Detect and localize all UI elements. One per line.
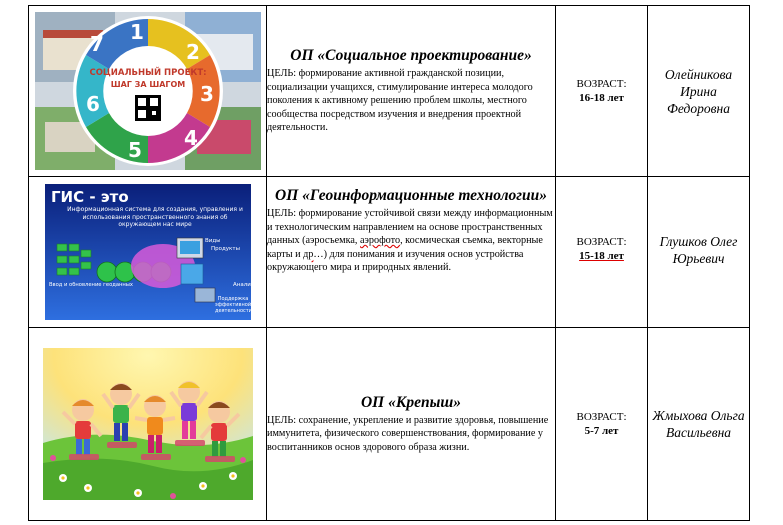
gis-label-input: Ввод и обновление геоданных bbox=[48, 282, 133, 288]
teacher-name: Олейникова Ирина Федоровна bbox=[648, 6, 750, 177]
program-goal bbox=[267, 207, 555, 275]
kids-exercise-illustration bbox=[43, 348, 253, 500]
age-cell bbox=[556, 6, 648, 177]
age-label: ВОЗРАСТ: bbox=[576, 236, 627, 248]
goal-text: …) для понимания и изучения основ устройства окружающего мира и природных явлений. bbox=[267, 248, 524, 274]
gis-label-products: Продукты bbox=[210, 246, 240, 252]
analysis-icon bbox=[195, 288, 215, 302]
step-digit: 3 bbox=[199, 82, 214, 106]
krepysh-image-cell bbox=[29, 328, 267, 521]
programs-table bbox=[28, 5, 750, 521]
age-value: 15-18 лет bbox=[579, 250, 624, 262]
program-description bbox=[267, 328, 556, 521]
gis-description: Информационная система для создания, управления и использования пространственного знания об окружающем нас мире bbox=[66, 206, 243, 228]
program-title: ОП «Геоинформационные технологии» bbox=[275, 187, 547, 204]
gis-heading: ГИС - это bbox=[50, 188, 129, 206]
teacher-name: Глушков Олег Юрьевич bbox=[648, 177, 750, 328]
age-cell bbox=[556, 177, 648, 328]
goal-text: сохранение, укрепление и развитие здоровья, повышение иммунитета, физического совершенствования, формирование у воспитанников основ здорового образа жизни. bbox=[267, 414, 549, 453]
goal-text: , космическая съемка, векторные карты и bbox=[267, 235, 543, 260]
gis-infographic bbox=[45, 184, 254, 320]
program-description bbox=[267, 177, 556, 328]
step-digit: 5 bbox=[127, 138, 142, 162]
goal-label: ЦЕЛЬ: bbox=[267, 68, 297, 80]
program-title: ОП «Социальное проектирование» bbox=[290, 47, 532, 65]
program-title: ОП «Крепыш» bbox=[360, 393, 462, 411]
goal-text-misspelled: аэрофото bbox=[360, 235, 401, 247]
table-row bbox=[29, 177, 750, 328]
gis-label-support: Поддержка эффективной деятельности bbox=[214, 296, 252, 314]
gis-label-analysis: Анализ bbox=[232, 282, 254, 288]
goal-text: формирование устойчивой связи между информационным и технологическим направлением на основе пространственных данных (аэросъемка, bbox=[267, 208, 553, 247]
table-row bbox=[29, 328, 750, 521]
gis-image-cell bbox=[29, 177, 267, 328]
step-digit: 7 bbox=[89, 32, 104, 56]
step-digit: 2 bbox=[185, 40, 200, 64]
goal-label: ЦЕЛЬ: bbox=[267, 414, 297, 426]
age-value: 5-7 лет bbox=[584, 425, 619, 437]
social-project-image-cell bbox=[29, 6, 267, 177]
program-goal bbox=[267, 67, 555, 135]
step-digit: 1 bbox=[129, 20, 144, 44]
products-stack-icon bbox=[181, 264, 203, 284]
goal-label: ЦЕЛЬ: bbox=[267, 208, 297, 219]
gis-label-views: Виды bbox=[204, 238, 220, 244]
program-goal bbox=[267, 414, 555, 455]
step-digit: 4 bbox=[183, 126, 198, 150]
goal-text-misspelled: др bbox=[303, 248, 314, 260]
social-project-infographic bbox=[35, 12, 261, 170]
program-description bbox=[267, 6, 556, 177]
infographic-title: СОЦИАЛЬНЫЙ ПРОЕКТ: bbox=[88, 68, 207, 78]
step-digit: 6 bbox=[85, 92, 100, 116]
table-row bbox=[29, 6, 750, 177]
goal-text: формирование активной гражданской позиции, социализации учащихся, стимулирование интереса молодого поколения к активному решению проблем школы, местного сообщества посредством изучения и внедрения проектной деятельности. bbox=[267, 68, 533, 134]
age-value: 16-18 лет bbox=[579, 92, 624, 104]
teacher-name: Жмыхова Ольга Васильевна bbox=[648, 328, 750, 521]
age-label: ВОЗРАСТ: bbox=[576, 78, 627, 90]
infographic-subtitle: ШАГ ЗА ШАГОМ bbox=[110, 80, 185, 89]
age-label: ВОЗРАСТ: bbox=[576, 411, 627, 423]
age-cell bbox=[556, 328, 648, 521]
